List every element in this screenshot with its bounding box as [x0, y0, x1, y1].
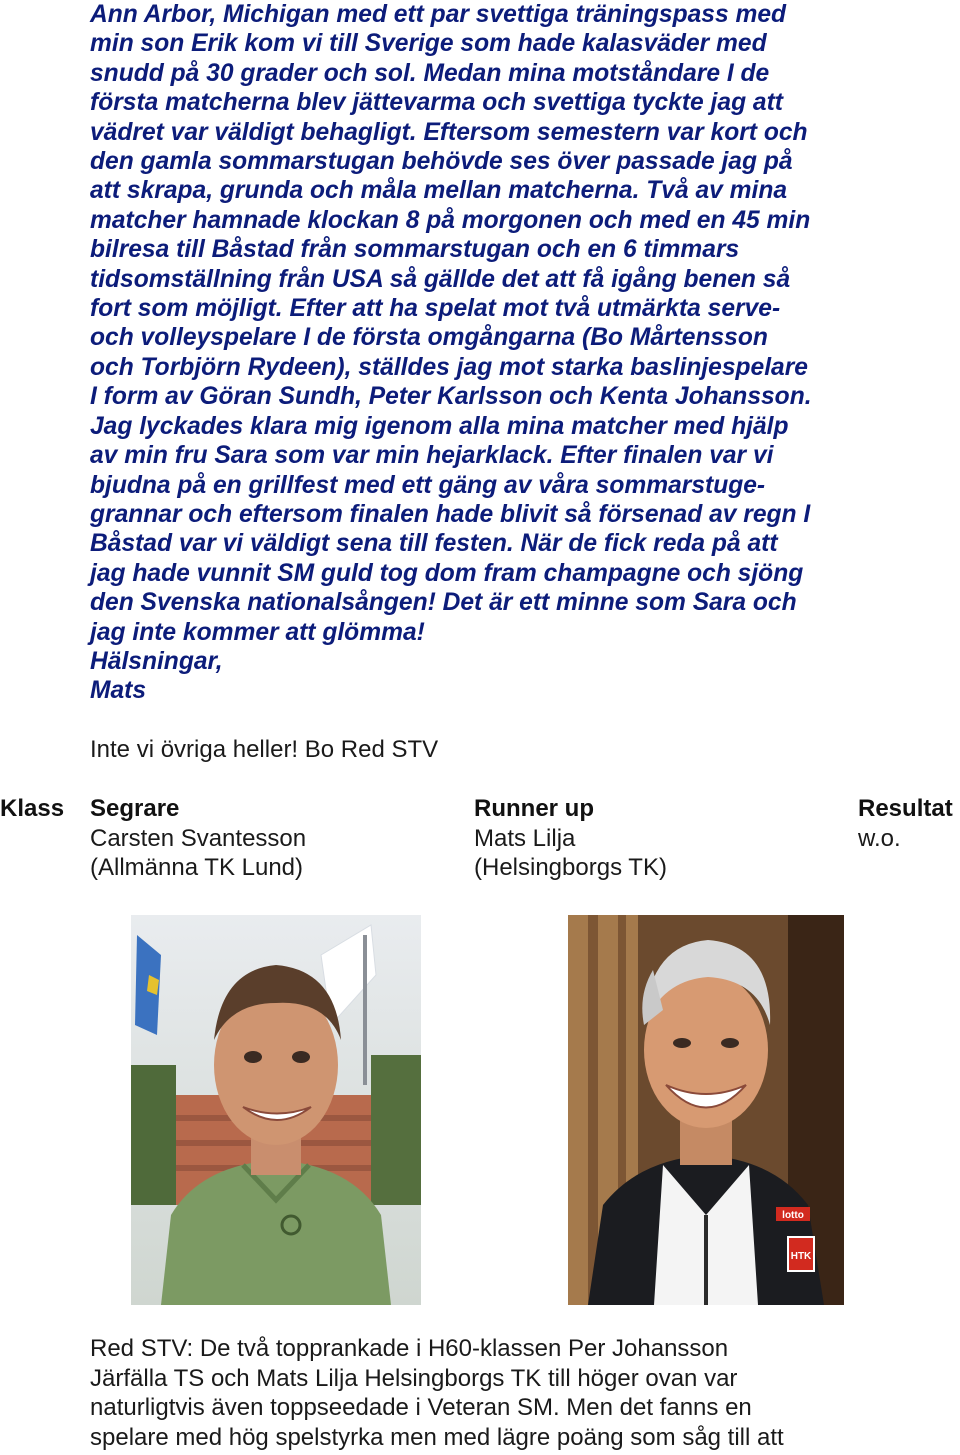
letter-line: fort som möjligt. Efter att ha spelat mot två utmärkta serve-	[90, 295, 781, 323]
letter-line: snudd på 30 grader och sol. Medan mina motståndare I de	[90, 59, 770, 87]
letter-line: jag inte kommer att glömma!	[90, 618, 425, 646]
letter-line: bjudna på en grillfest med ett gäng av våra sommarstuge-	[90, 471, 766, 499]
runner-up-header: Runner up	[474, 795, 594, 822]
caption-line: naturligtvis även toppseedade i Veteran SM. Men det fanns en	[90, 1394, 752, 1421]
letter-greeting: Hälsningar,	[90, 647, 223, 675]
letter-line: och volleyspelare I de första omgångarna (Bo Mårtensson	[90, 324, 768, 352]
segrare-club: (Allmänna TK Lund)	[90, 854, 303, 881]
svg-text:lotto: lotto	[782, 1210, 804, 1221]
segrare-header: Segrare	[90, 795, 180, 822]
letter-line: jag hade vunnit SM guld tog dom fram champagne och sjöng	[90, 559, 804, 587]
segrare-name: Carsten Svantesson	[90, 825, 307, 852]
svg-text:HTK: HTK	[790, 1251, 812, 1262]
winner-photo	[131, 915, 421, 1305]
letter-line: Ann Arbor, Michigan med ett par svettiga träningspass med	[90, 1, 787, 28]
letter-line: min son Erik kom vi till Sverige som hade kalasväder med	[90, 30, 767, 58]
editor-note: Inte vi övriga heller! Bo Red STV	[90, 736, 439, 763]
letter-line: I form av Göran Sundh, Peter Karlsson och Kenta Johansson.	[90, 383, 812, 411]
winner-photo-image	[131, 915, 421, 1305]
letter-line: att skrapa, grunda och måla mellan matcherna. Två av mina	[90, 177, 788, 205]
klass-header: Klass	[0, 795, 65, 822]
resultat-column	[858, 794, 953, 853]
caption-line: Red STV: De två topprankade i H60-klassen Per Johansson	[90, 1335, 729, 1362]
results-table	[0, 794, 960, 894]
letter-line: Jag lyckades klara mig igenom alla mina matcher med hjälp	[90, 412, 789, 440]
letter-line: grannar och eftersom finalen hade blivit så försenad av regn I	[90, 500, 811, 528]
letter-line: matcher hamnade klockan 8 på morgonen och med en 45 min	[90, 206, 811, 234]
runner-up-club: (Helsingborgs TK)	[474, 854, 667, 881]
letter-line: bilresa till Båstad från sommarstugan och en 6 timmars	[90, 236, 740, 264]
resultat-value: w.o.	[858, 825, 901, 852]
letter-line: Båstad var vi väldigt sena till festen. När de fick reda på att	[90, 530, 778, 558]
letter-line: tidsomställning från USA så gällde det att få igång benen så	[90, 265, 791, 293]
letter-body	[90, 0, 950, 706]
letter-line: den Svenska nationalsången! Det är ett minne som Sara och	[90, 589, 797, 617]
letter-line: vädret var väldigt behagligt. Eftersom semestern var kort och	[90, 118, 808, 146]
runner-up-photo-image	[568, 915, 844, 1305]
resultat-header: Resultat	[858, 795, 953, 822]
letter-line: och Torbjörn Rydeen), ställdes jag mot starka baslinjespelare	[90, 353, 808, 381]
photo-caption	[90, 1334, 950, 1452]
letter-paragraph	[90, 0, 950, 706]
letter-line: första matcherna blev jättevarma och svettiga tyckte jag att	[90, 89, 783, 117]
caption-line: spelare med hög spelstyrka men med lägre poäng som såg till att	[90, 1423, 784, 1451]
runner-up-name: Mats Lilja	[474, 825, 576, 852]
segrare-column	[90, 794, 306, 882]
klass-column	[0, 794, 64, 824]
runner-up-column	[474, 794, 667, 882]
runner-up-photo	[568, 915, 844, 1305]
caption-line: Järfälla TS och Mats Lilja Helsingborgs TK till höger ovan var	[90, 1364, 738, 1392]
letter-line: den gamla sommarstugan behövde ses över passade jag på	[90, 148, 793, 176]
letter-line: av min fru Sara som var min hejarklack. Efter finalen var vi	[90, 442, 774, 470]
letter-signature: Mats	[90, 677, 147, 705]
